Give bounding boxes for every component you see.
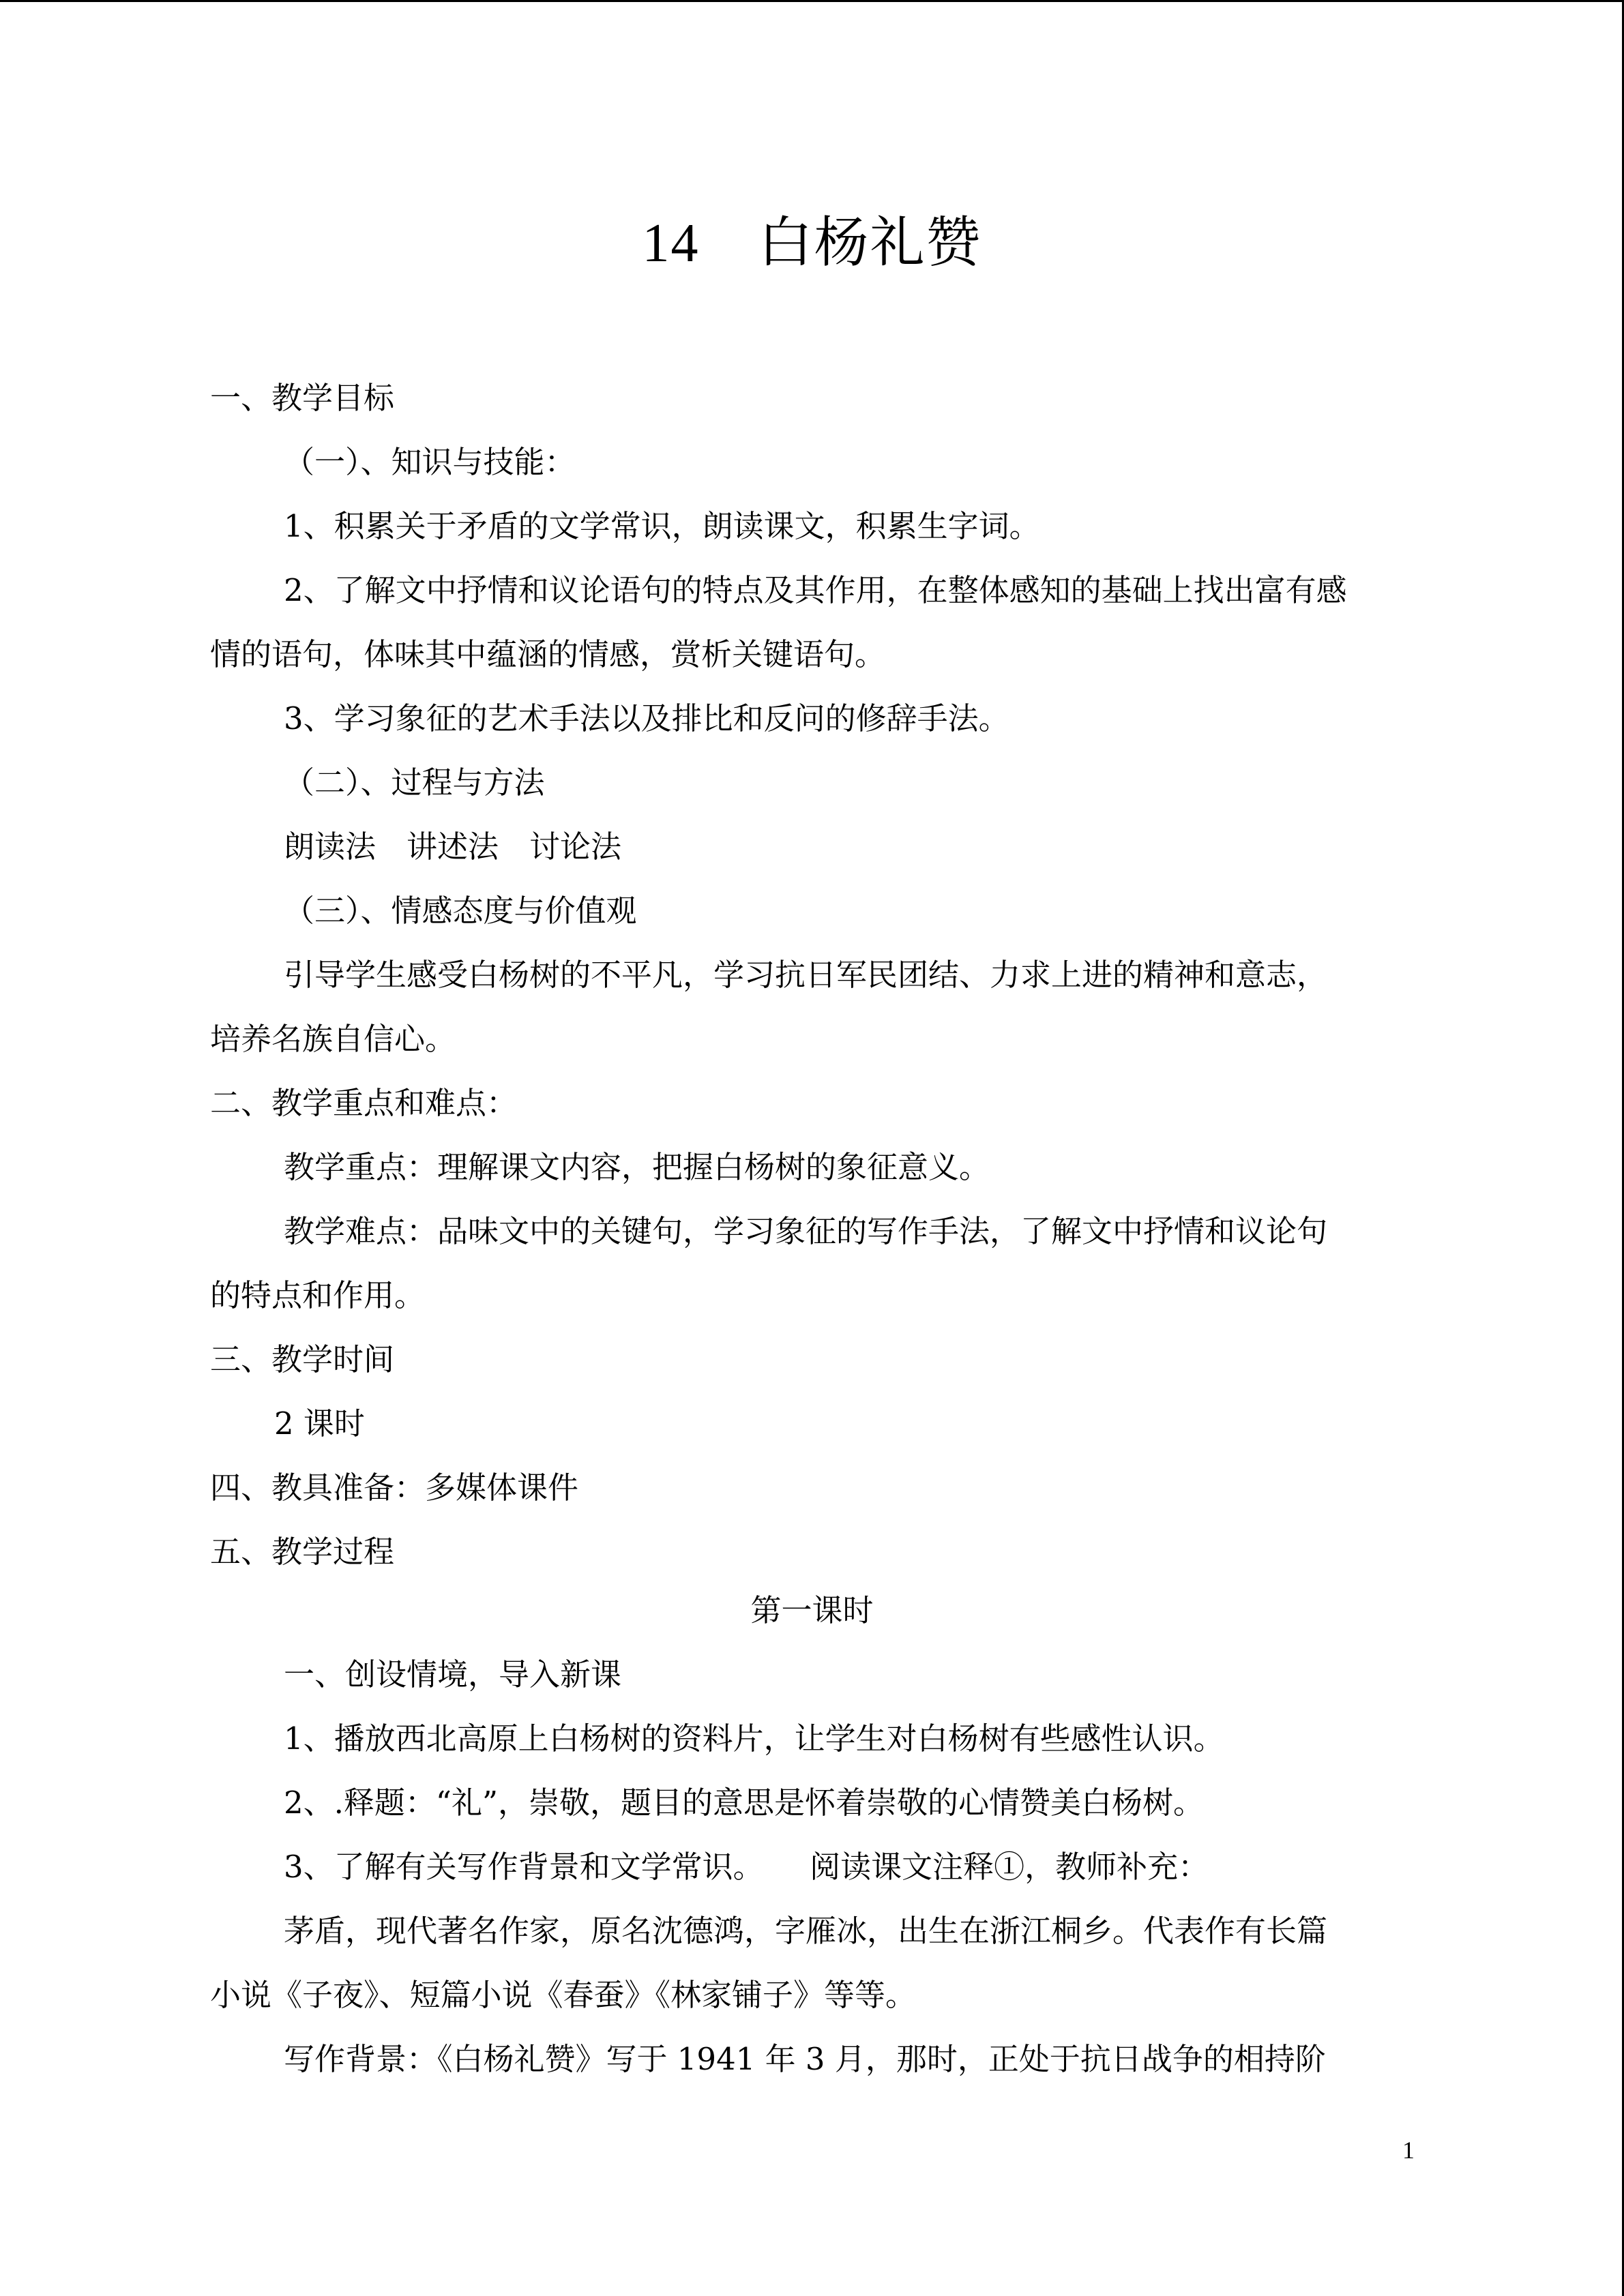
author-paragraph-cont: 小说《子夜》、短篇小说《春蚕》《林家铺子》等等。 [210, 1977, 917, 2013]
section-heading-objectives: 一、教学目标 [210, 380, 395, 416]
document-title [0, 202, 1624, 284]
page-border-top [0, 0, 1624, 2]
objective-item-3: 3、学习象征的艺术手法以及排比和反问的修辞手法。 [284, 700, 1009, 736]
subheading-emotion-values: （三）、情感态度与价值观 [284, 893, 637, 929]
objective-item-2-cont: 情的语句，体味其中蕴涵的情感，赏析关键语句。 [210, 636, 886, 672]
subheading-knowledge-skills: （一）、知识与技能： [284, 444, 576, 480]
author-paragraph: 茅盾，现代著名作家，原名沈德鸿，字雁冰，出生在浙江桐乡。代表作有长篇 [284, 1913, 1328, 1949]
objective-item-2: 2、了解文中抒情和议论语句的特点及其作用，在整体感知的基础上找出富有感 [284, 572, 1347, 608]
methods-list: 朗读法 讲述法 讨论法 [284, 829, 622, 865]
page-number: 1 [1402, 2136, 1415, 2164]
step-heading-intro: 一、创设情境，导入新课 [284, 1656, 622, 1693]
section-heading-key-points: 二、教学重点和难点： [210, 1085, 518, 1121]
class-hours: 2 课时 [274, 1405, 365, 1442]
difficulty-text: 教学难点：品味文中的关键句，学习象征的写作手法，了解文中抒情和议论句 [284, 1213, 1328, 1249]
step-item-1: 1、播放西北高原上白杨树的资料片，让学生对白杨树有些感性认识。 [284, 1720, 1224, 1757]
emotion-paragraph: 引导学生感受白杨树的不平凡，学习抗日军民团结、力求上进的精神和意志， [284, 957, 1328, 993]
objective-item-1: 1、积累关于矛盾的文学常识，朗读课文，积累生字词。 [284, 508, 1040, 544]
section-heading-time: 三、教学时间 [210, 1341, 395, 1377]
subheading-process-methods: （二）、过程与方法 [284, 764, 545, 801]
section-heading-process: 五、教学过程 [210, 1534, 395, 1570]
step-item-3: 3、了解有关写作背景和文学常识。 阅读课文注释①，教师补充： [284, 1849, 1209, 1885]
key-point-text: 教学重点：理解课文内容，把握白杨树的象征意义。 [284, 1149, 990, 1185]
title-text: 白杨礼赞 [758, 211, 982, 274]
step-item-2: 2、.释题：“礼”，崇敬，题目的意思是怀着崇敬的心情赞美白杨树。 [284, 1785, 1204, 1821]
emotion-paragraph-cont: 培养名族自信心。 [210, 1021, 456, 1057]
lesson-one-heading: 第一课时 [750, 1592, 874, 1628]
difficulty-text-cont: 的特点和作用。 [210, 1277, 426, 1313]
section-heading-tools: 四、教具准备：多媒体课件 [210, 1470, 579, 1506]
background-paragraph: 写作背景：《白杨礼赞》写于 1941 年 3 月，那时，正处于抗日战争的相持阶 [284, 2041, 1326, 2077]
title-number: 14 [642, 213, 700, 273]
